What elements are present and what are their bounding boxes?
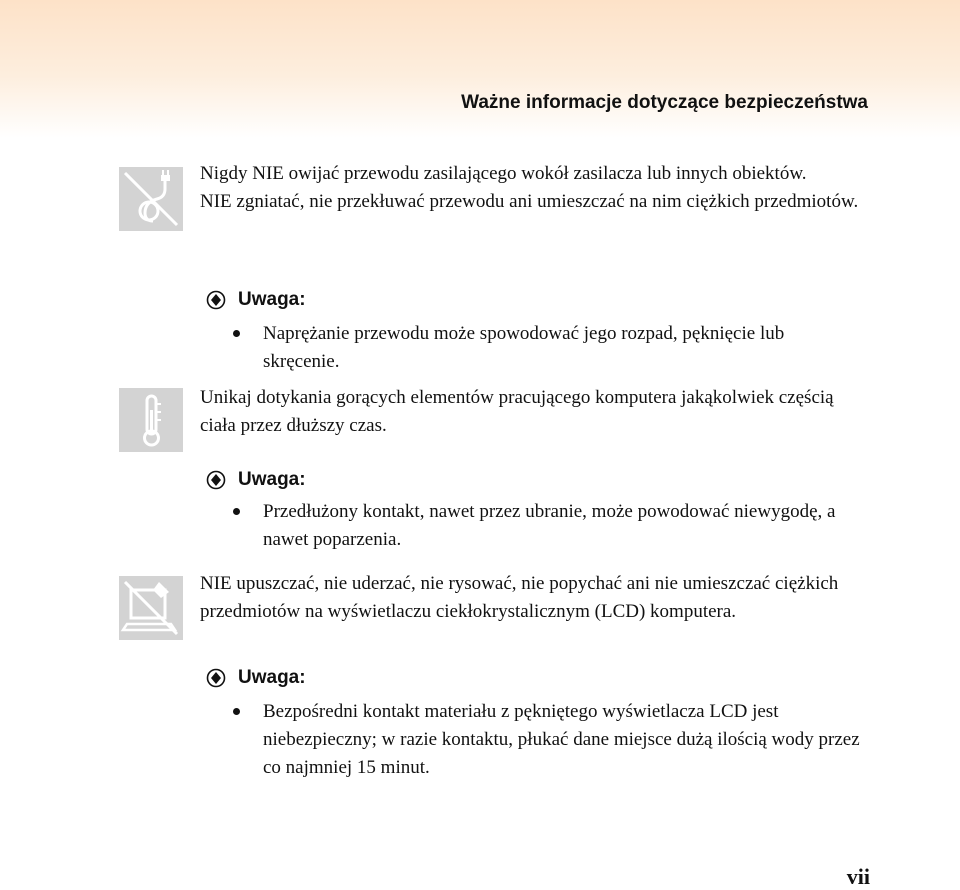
header-band bbox=[0, 0, 960, 138]
bullet-icon bbox=[233, 330, 240, 337]
cable-crush-text: NIE zgniatać, nie przekłuwać przewodu ani umieszczać na nim ciężkich przedmiotów. bbox=[200, 191, 859, 212]
bullet-icon bbox=[233, 508, 240, 515]
note-heading bbox=[206, 287, 306, 313]
note-label: Uwaga: bbox=[238, 469, 306, 490]
thermometer-icon bbox=[119, 388, 183, 452]
bullet-icon bbox=[233, 708, 240, 715]
lcd-warning-paragraph bbox=[200, 570, 860, 626]
list-item bbox=[233, 320, 863, 376]
lcd-warning-text: NIE upuszczać, nie uderzać, nie rysować, nie popychać ani nie umieszczać ciężkich przedmiotów na wyświetlaczu ciekłokrystalicznym (LCD) komputera. bbox=[200, 573, 839, 622]
note-heading bbox=[206, 665, 306, 691]
note-heading bbox=[206, 467, 306, 493]
note-label: Uwaga: bbox=[238, 667, 306, 688]
note-icon bbox=[206, 290, 226, 310]
cable-warning-paragraph bbox=[200, 160, 860, 216]
list-item bbox=[233, 498, 863, 554]
no-wrap-cable-icon bbox=[119, 167, 183, 231]
note-label: Uwaga: bbox=[238, 289, 306, 310]
page-header-title: Ważne informacje dotyczące bezpieczeństwa bbox=[461, 92, 868, 113]
no-pressure-lcd-icon bbox=[119, 576, 183, 640]
heat-warning-text: Unikaj dotykania gorących elementów pracującego komputera jakąkolwiek częścią ciała przez dłuższy czas. bbox=[200, 387, 834, 436]
page-number: vii bbox=[846, 864, 870, 889]
note-icon bbox=[206, 470, 226, 490]
note-icon bbox=[206, 668, 226, 688]
note-text: Bezpośredni kontakt materiału z pękniętego wyświetlacza LCD jest niebezpieczny; w razie kontaktu, płukać dane miejsce dużą ilością wody przez co najmniej 15 minut. bbox=[263, 701, 860, 778]
list-item bbox=[233, 698, 863, 782]
note-text: Naprężanie przewodu może spowodować jego rozpad, pęknięcie lub skręcenie. bbox=[263, 323, 785, 372]
heat-warning-paragraph bbox=[200, 384, 860, 440]
note-text: Przedłużony kontakt, nawet przez ubranie, może powodować niewygodę, a nawet poparzenia. bbox=[263, 501, 836, 550]
cable-wrap-text: Nigdy NIE owijać przewodu zasilającego wokół zasilacza lub innych obiektów. bbox=[200, 163, 807, 184]
